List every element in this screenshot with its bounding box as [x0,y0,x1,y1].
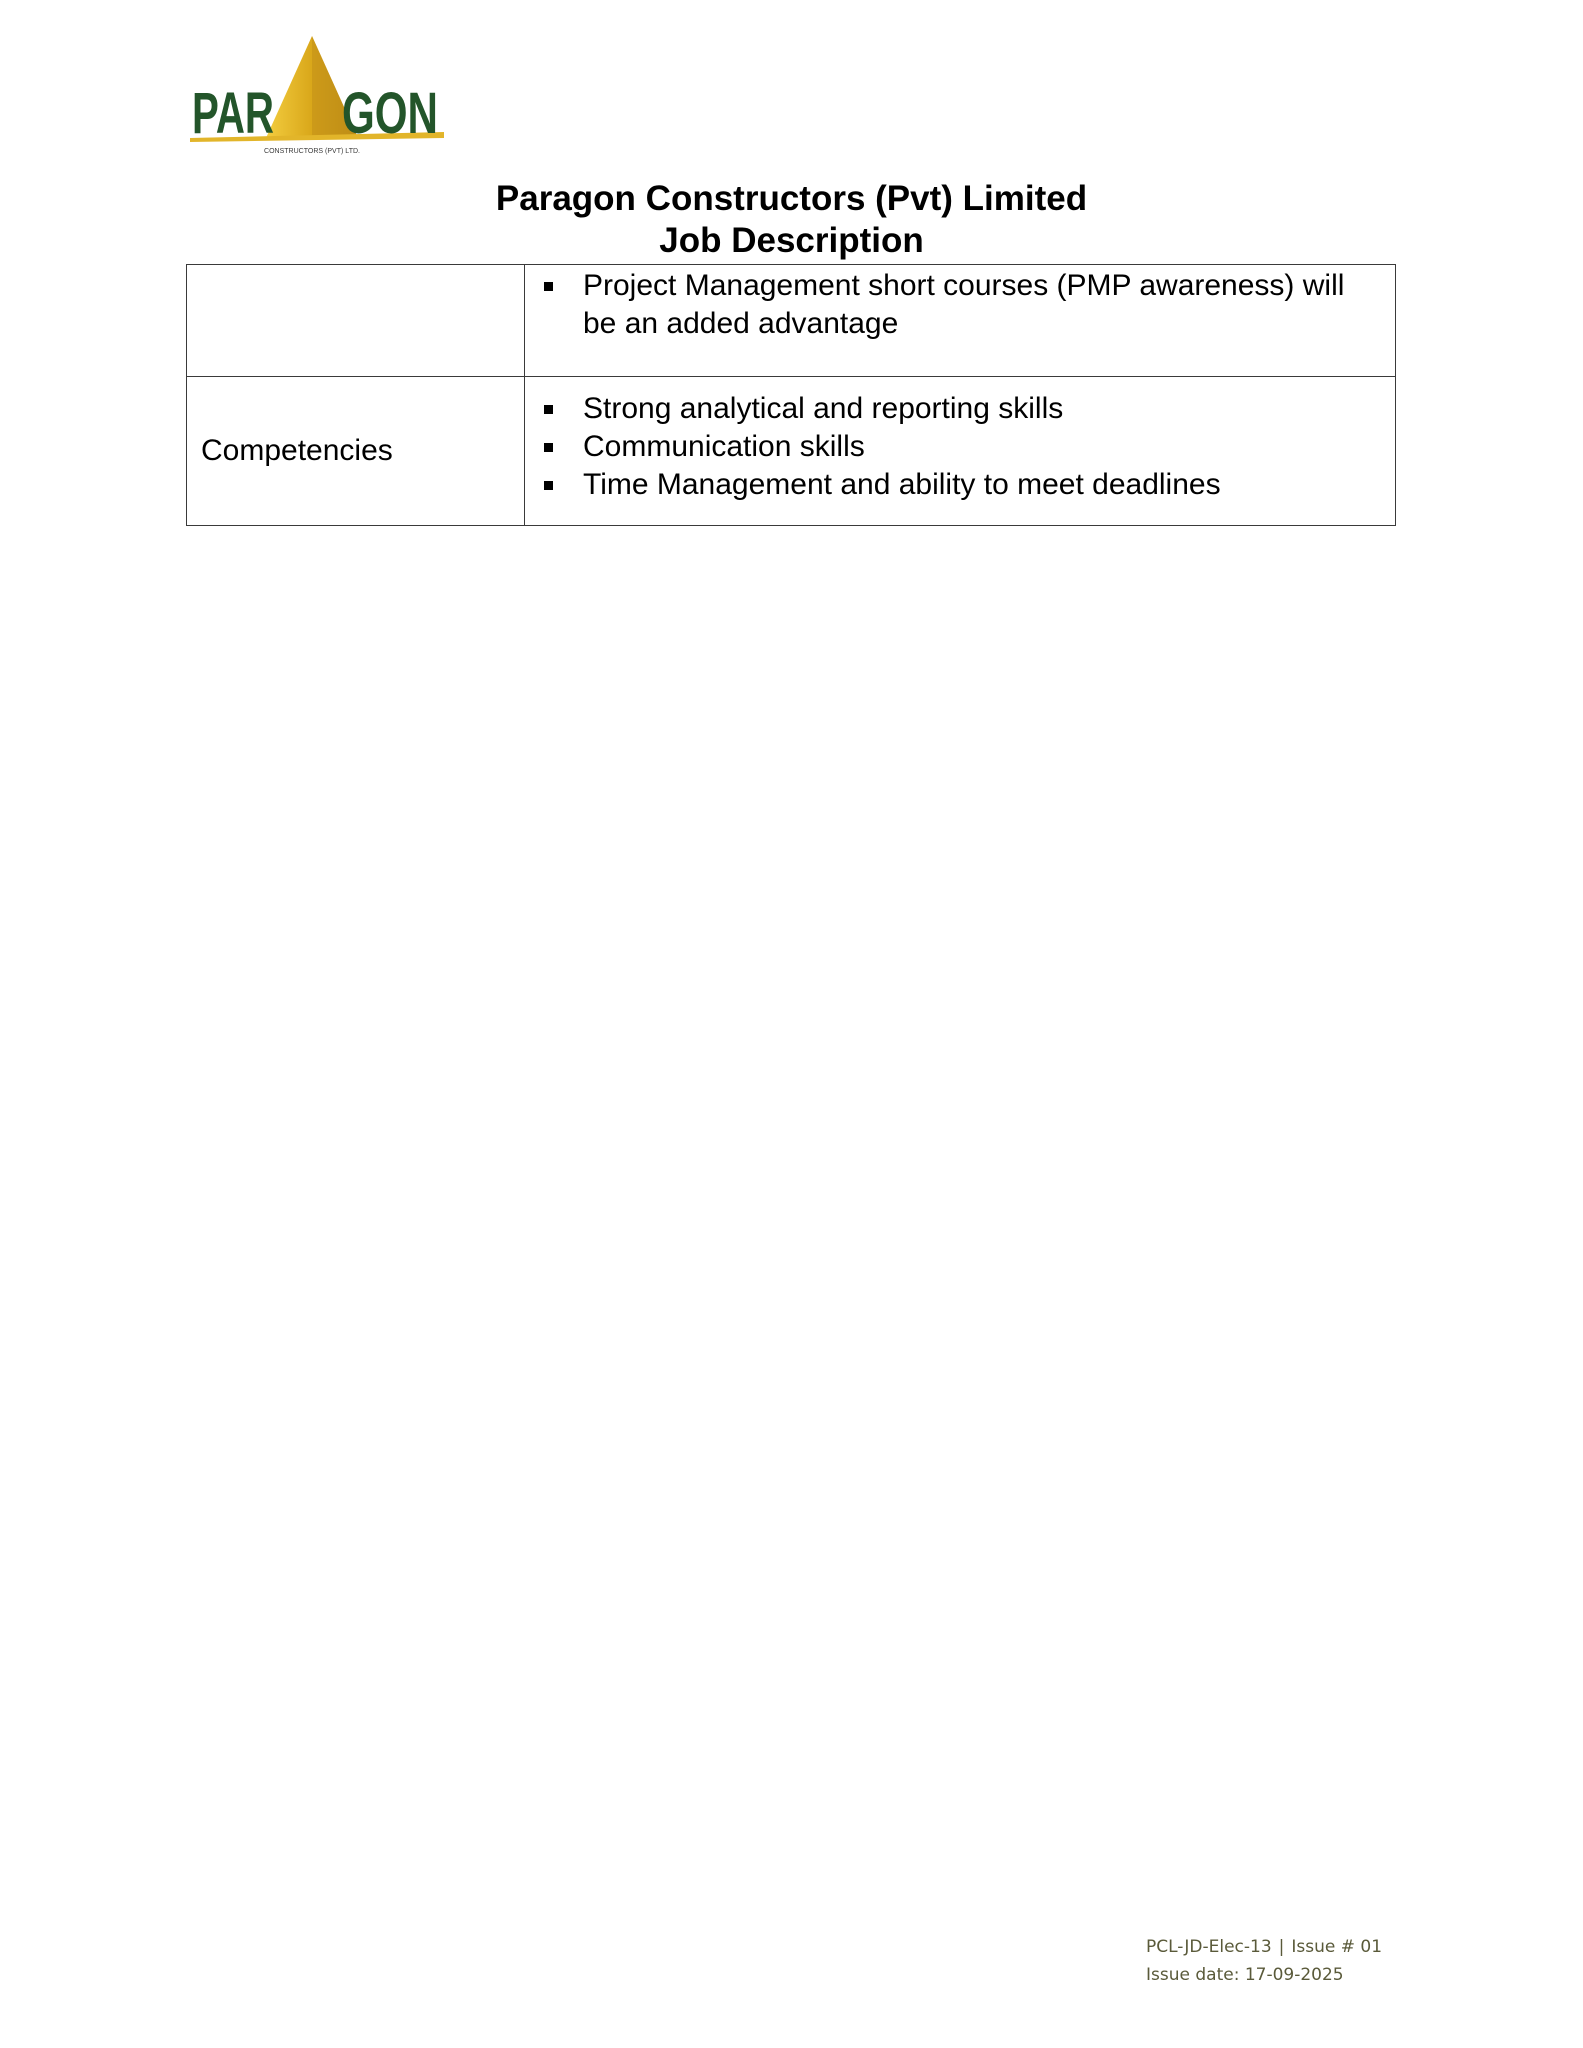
row-label-cell: Competencies [187,377,525,526]
document-footer [1146,1933,1382,1989]
company-name: Paragon Constructors (Pvt) Limited [495,179,1088,218]
list-item [525,390,1395,428]
document-header [0,178,1583,262]
issue-date: Issue date: 17-09-2025 [1146,1965,1344,1985]
document-code: PCL-JD-Elec-13 [1146,1937,1272,1957]
list-item-text: Project Management short courses (PMP awareness) will be an added advantage [583,269,1345,340]
square-bullet-icon [544,481,553,490]
bullet-list [525,377,1395,504]
row-content-cell [525,265,1396,377]
logo-wordmark-right: GON [342,81,438,146]
logo-tagline: CONSTRUCTORS (PVT) LTD. [264,148,361,155]
square-bullet-icon [544,405,553,414]
logo-wordmark-left: PAR [192,81,274,146]
footer-separator: | [1278,1937,1285,1957]
list-item [525,267,1395,343]
square-bullet-icon [544,282,553,291]
table-row [187,377,1396,526]
list-item [525,428,1395,466]
bullet-list [525,265,1395,343]
company-logo [186,34,448,158]
list-item-text: Communication skills [583,430,865,463]
list-item-text: Strong analytical and reporting skills [583,392,1064,425]
row-content-cell [525,377,1396,526]
table-row [187,265,1396,377]
document-title: Job Description [659,221,924,260]
footer-line-1 [1146,1933,1382,1961]
list-item-text: Time Management and ability to meet deadlines [583,468,1221,501]
job-description-table [186,264,1396,526]
issue-number: Issue # 01 [1291,1937,1383,1957]
row-label-cell [187,265,525,377]
square-bullet-icon [544,443,553,452]
list-item [525,466,1395,504]
